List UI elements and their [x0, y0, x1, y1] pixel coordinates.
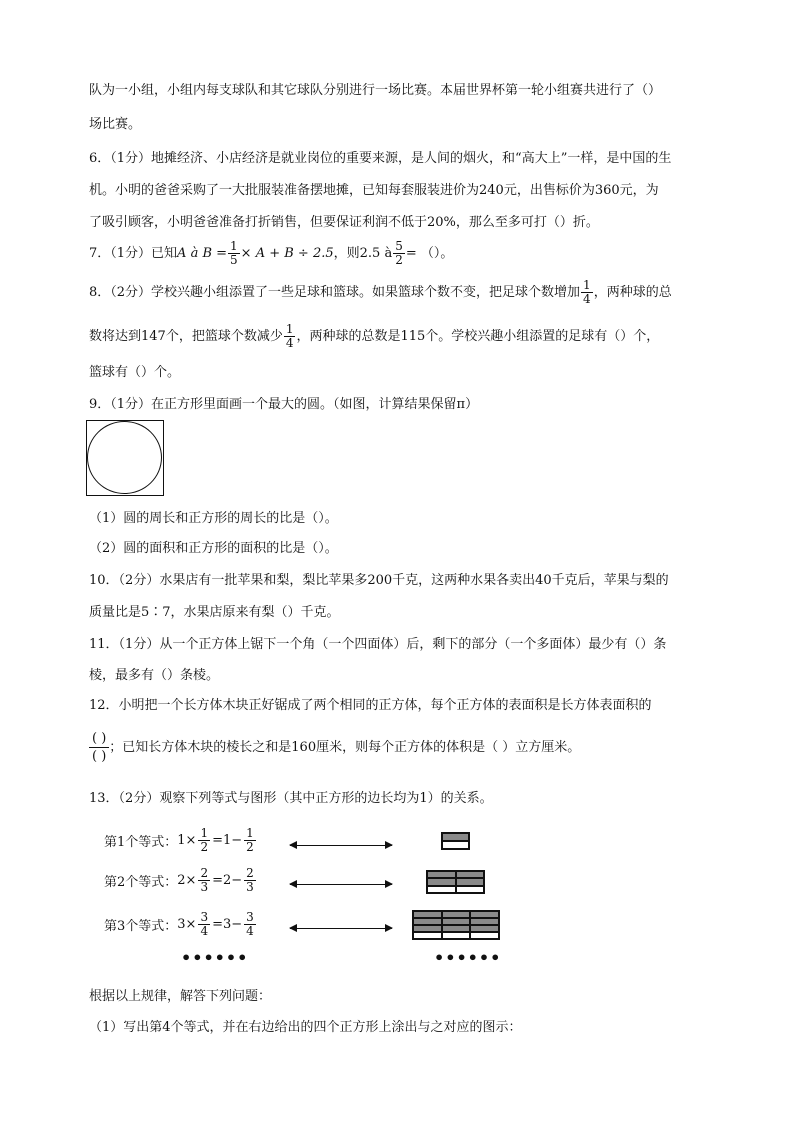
- q8-line3: 篮球有（）个。: [89, 365, 181, 380]
- q8-line1-pre: 8．（2分）学校兴趣小组添置了一些足球和篮球。如果篮球个数不变，把足球个数增加: [89, 285, 581, 300]
- fraction-denominator: 4: [285, 336, 294, 350]
- q8-line1: [89, 278, 672, 308]
- q12-line2: [89, 730, 580, 766]
- equation-fraction: [198, 867, 210, 894]
- shaded-cell: [470, 911, 499, 918]
- q9-line: 9．（1分）在正方形里面画一个最大的圆。（如图，计算结果保留π）: [89, 397, 479, 412]
- q8-fraction-b: [284, 323, 296, 350]
- q12-line1: 12．小明把一个长方体木块正好锯成了两个相同的正方体，每个正方体的表面积是长方体表面积的: [89, 698, 652, 713]
- q6-line3: 了吸引顾客，小明爸爸准备打折销售，但要保证利润不低于20%，那么至多可打（）折。: [89, 215, 599, 230]
- equation-label: 第3个等式：: [104, 919, 178, 934]
- shaded-cell: [442, 918, 471, 925]
- q10-line2: 质量比是5∶7，水果店原来有梨（）千克。: [89, 605, 340, 620]
- fraction-denominator: 5: [230, 253, 238, 267]
- equation-fraction: [244, 911, 256, 938]
- equation-label: 第1个等式：: [104, 835, 178, 850]
- q9-sub2: （2）圆的面积和正方形的面积的比是（）。: [89, 541, 338, 556]
- q7-expr1: A à B =: [177, 246, 228, 261]
- fraction-numerator: 1: [230, 239, 238, 253]
- q13-sub1: （1）写出第4个等式，并在右边给出的四个正方形上涂出与之对应的图示：: [89, 1020, 522, 1035]
- shaded-cell: [427, 878, 456, 885]
- equation-lhs: 3×: [177, 917, 197, 932]
- blank-fraction[interactable]: [89, 730, 109, 765]
- unshaded-cell: [442, 932, 471, 939]
- equation-fraction: [198, 827, 210, 854]
- q8-line2: [89, 322, 659, 352]
- fraction-numerator: 1: [285, 322, 294, 336]
- q5-continuation-line2: 场比赛。: [89, 117, 142, 132]
- q8-line2-post: ，两种球的总数是115个。学校兴趣小组添置的足球有（）个，: [296, 329, 660, 344]
- equation-lhs: 1×: [177, 833, 197, 848]
- fraction-numerator: 2: [246, 866, 254, 880]
- fraction-denominator: 4: [200, 924, 209, 938]
- continuation-dots-right: ••••••: [434, 948, 502, 967]
- unshaded-cell: [456, 886, 485, 893]
- fraction-denominator: 3: [200, 880, 209, 894]
- equation-rhs: =3−: [212, 917, 243, 932]
- shaded-cell: [442, 925, 471, 932]
- q7-mid: ，则: [333, 246, 360, 261]
- q7-prefix: 7．（1分）已知: [89, 246, 178, 261]
- rule-line: 根据以上规律，解答下列问题：: [89, 989, 272, 1004]
- shaded-cell: [456, 871, 485, 878]
- q7-line: [89, 239, 453, 269]
- shaded-cell: [456, 878, 485, 885]
- unshaded-cell: [427, 886, 456, 893]
- q8-line1-post: ，两种球的总: [593, 285, 672, 300]
- shaded-cell: [442, 911, 471, 918]
- equation-fraction: [198, 911, 210, 938]
- fraction-numerator: 1: [583, 278, 591, 292]
- q7-end: = （）。: [405, 246, 454, 261]
- blank-numerator: ( ): [89, 730, 109, 748]
- q10-line1: 10．（2分）水果店有一批苹果和梨，梨比苹果多200千克，这两种水果各卖出40千克后，苹果与梨的: [89, 573, 669, 588]
- shaded-cell: [413, 918, 442, 925]
- double-arrow-3: [290, 928, 392, 929]
- unshaded-cell: [470, 932, 499, 939]
- double-arrow-1: [290, 845, 392, 846]
- q5-continuation-line1: 队为一小组，小组内每支球队和其它球队分别进行一场比赛。本届世界杯第一轮小组赛共进行了（）: [89, 83, 662, 98]
- shaded-square-figure-1: [441, 832, 470, 850]
- equation-label: 第2个等式：: [104, 875, 178, 890]
- q6-line1: 6．（1分）地摊经济、小店经济是就业岗位的重要来源，是人间的烟火，和“高大上”一样，是中国的生: [89, 151, 672, 166]
- shaded-cell: [413, 925, 442, 932]
- q11-line1: 11．（1分）从一个正方体上锯下一个角（一个四面体）后，剩下的部分（一个多面体）最少有（）条: [89, 637, 667, 652]
- fraction-denominator: 4: [246, 924, 254, 938]
- q11-line2: 棱，最多有（）条棱。: [89, 668, 220, 683]
- equation-lhs: 2×: [177, 873, 197, 888]
- shaded-cell: [442, 833, 469, 841]
- continuation-dots-left: ••••••: [181, 948, 249, 967]
- fraction-numerator: 3: [246, 910, 254, 924]
- equation-fraction: [244, 867, 256, 894]
- fraction-numerator: 2: [200, 866, 209, 880]
- q8-line2-pre: 数将达到147个，把篮球个数减少: [89, 329, 283, 344]
- q13-line: 13．（2分）观察下列等式与图形（其中正方形的边长均为1）的关系。: [89, 791, 493, 806]
- shaded-cell: [470, 918, 499, 925]
- square-with-circle-figure: [86, 420, 164, 496]
- equation-rhs: =1−: [212, 833, 243, 848]
- shaded-square-figure-3: [412, 910, 500, 940]
- fraction-denominator: 2: [395, 253, 403, 267]
- fraction-numerator: 1: [246, 826, 254, 840]
- double-arrow-2: [290, 884, 392, 885]
- equation-row-2: [104, 867, 258, 894]
- fraction-denominator: 3: [246, 880, 254, 894]
- shaded-cell: [413, 911, 442, 918]
- fraction-denominator: 4: [583, 292, 591, 306]
- equation-row-3: [104, 911, 258, 938]
- q9-sub1: （1）圆的周长和正方形的周长的比是（）。: [89, 511, 338, 526]
- inscribed-circle: [87, 421, 162, 494]
- unshaded-cell: [442, 841, 469, 849]
- q7-fraction-b: [393, 240, 405, 267]
- fraction-numerator: 5: [395, 239, 403, 253]
- shaded-cell: [470, 925, 499, 932]
- q8-fraction-a: [581, 279, 593, 306]
- equation-row-1: [104, 827, 258, 854]
- unshaded-cell: [413, 932, 442, 939]
- shaded-cell: [427, 871, 456, 878]
- fraction-denominator: 2: [246, 840, 254, 854]
- q7-fraction-a: [228, 240, 240, 267]
- fraction-denominator: 2: [200, 840, 209, 854]
- fraction-numerator: 1: [200, 826, 209, 840]
- equation-rhs: =2−: [212, 873, 243, 888]
- equation-fraction: [244, 827, 256, 854]
- q6-line2: 机。小明的爸爸采购了一大批服装准备摆地摊，已知每套服装进价为240元，出售标价为360元，为: [89, 183, 659, 198]
- q12-line2-text: ；已知长方体木块的棱长之和是160厘米，则每个正方体的体积是（ ）立方厘米。: [109, 740, 581, 755]
- fraction-numerator: 3: [200, 910, 209, 924]
- blank-denominator: ( ): [92, 749, 107, 764]
- q7-expr3: 2.5 à: [359, 246, 393, 261]
- shaded-square-figure-2: [426, 870, 485, 894]
- q7-expr2: × A + B ÷ 2.5: [240, 246, 334, 261]
